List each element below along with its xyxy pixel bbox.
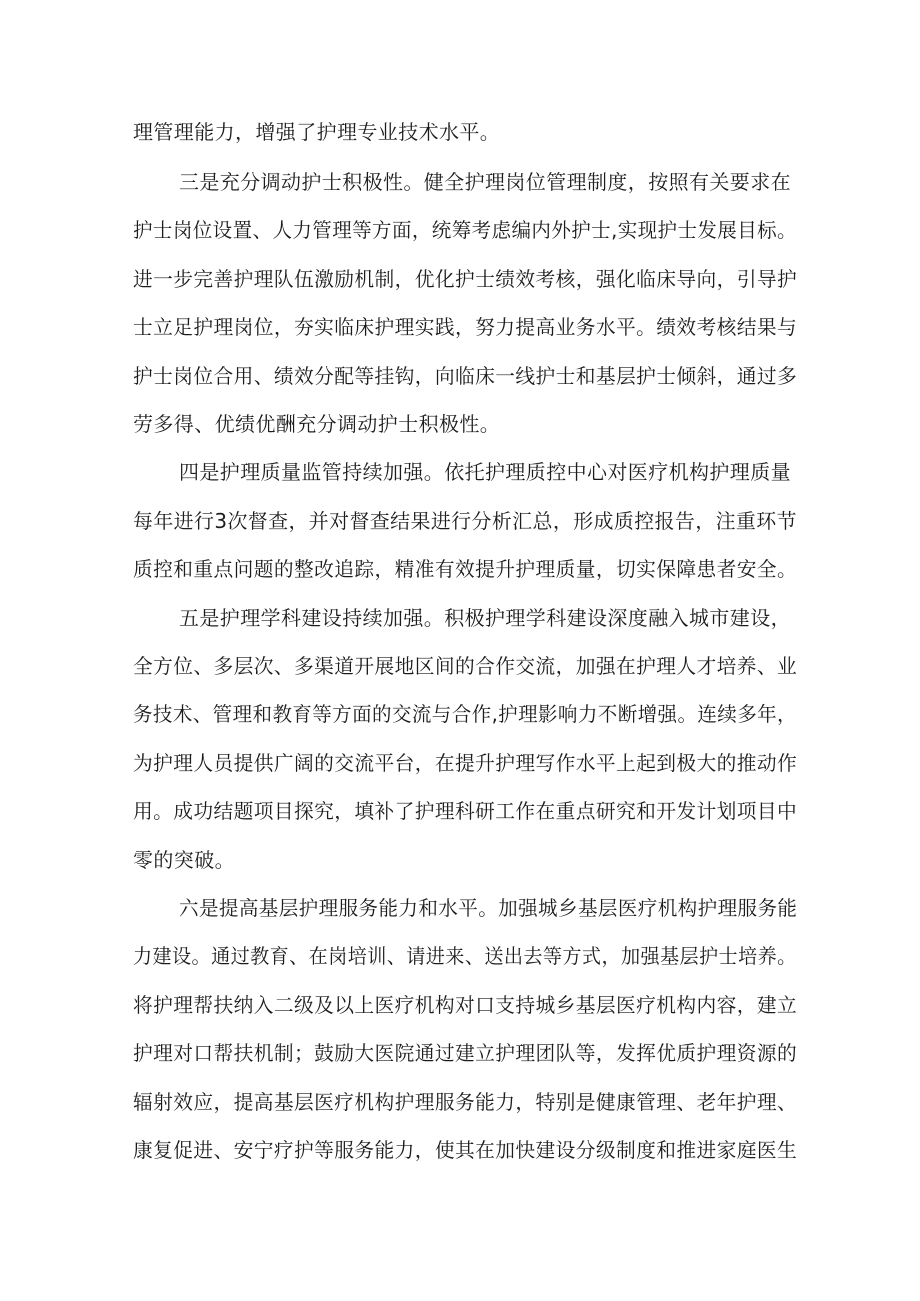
- text-line: 士立足护理岗位，夯实临床护理实践，努力提高业务水平。绩效考核结果与: [133, 315, 798, 339]
- text-line: 劳多得、优绩优酬充分调动护士积极性。: [133, 412, 501, 436]
- text-line: 力建设。通过教育、在岗培训、请进来、送出去等方式，加强基层护士培养。: [133, 944, 797, 968]
- text-line: 进一步完善护理队伍激励机制，优化护士绩效考核，强化临床导向，引导护: [133, 267, 798, 291]
- text-line: 理管理能力，增强了护理专业技术水平。: [133, 120, 501, 144]
- paragraph-3-first-line: 三是充分调动护士积极性。健全护理岗位管理制度，按照有关要求在: [179, 170, 791, 194]
- text-line: 每年进行3次督查，并对督查结果进行分析汇总，形成质控报告，注重环节: [133, 509, 797, 533]
- paragraph-4-first-line: 四是护理质量监管持续加强。依托护理质控中心对医疗机构护理质量: [179, 460, 791, 484]
- text-line: 护士岗位设置、人力管理等方面，统筹考虑编内外护士,实现护士发展目标。: [133, 218, 797, 242]
- paragraph-6-first-line: 六是提高基层护理服务能力和水平。加强城乡基层医疗机构护理服务能: [179, 896, 798, 920]
- paragraph-5-first-line: 五是护理学科建设持续加强。积极护理学科建设深度融入城市建设，: [179, 606, 791, 630]
- text-line: 康复促进、安宁疗护等服务能力，使其在加快建设分级制度和推进家庭医生: [133, 1138, 798, 1162]
- text-line: 护理对口帮扶机制；鼓励大医院通过建立护理团队等，发挥优质护理资源的: [133, 1041, 798, 1065]
- text-line: 用。成功结题项目探究，填补了护理科研工作在重点研究和开发计划项目中: [133, 799, 798, 823]
- text-line: 质控和重点问题的整改追踪，精准有效提升护理质量，切实保障患者安全。: [133, 557, 798, 581]
- text-line: 全方位、多层次、多渠道开展地区间的合作交流，加强在护理人才培养、业: [133, 654, 798, 678]
- text-line: 为护理人员提供广阔的交流平台，在提升护理写作水平上起到极大的推动作: [133, 751, 798, 775]
- text-line: 零的突破。: [133, 848, 235, 872]
- text-line: 护士岗位合用、绩效分配等挂钩，向临床一线护士和基层护士倾斜，通过多: [133, 364, 798, 388]
- text-line: 将护理帮扶纳入二级及以上医疗机构对口支持城乡基层医疗机构内容，建立: [133, 993, 798, 1017]
- text-line: 辐射效应，提高基层医疗机构护理服务能力，特别是健康管理、老年护理、: [133, 1090, 798, 1114]
- text-line: 务技术、管理和教育等方面的交流与合作,护理影响力不断增强。连续多年，: [133, 702, 797, 726]
